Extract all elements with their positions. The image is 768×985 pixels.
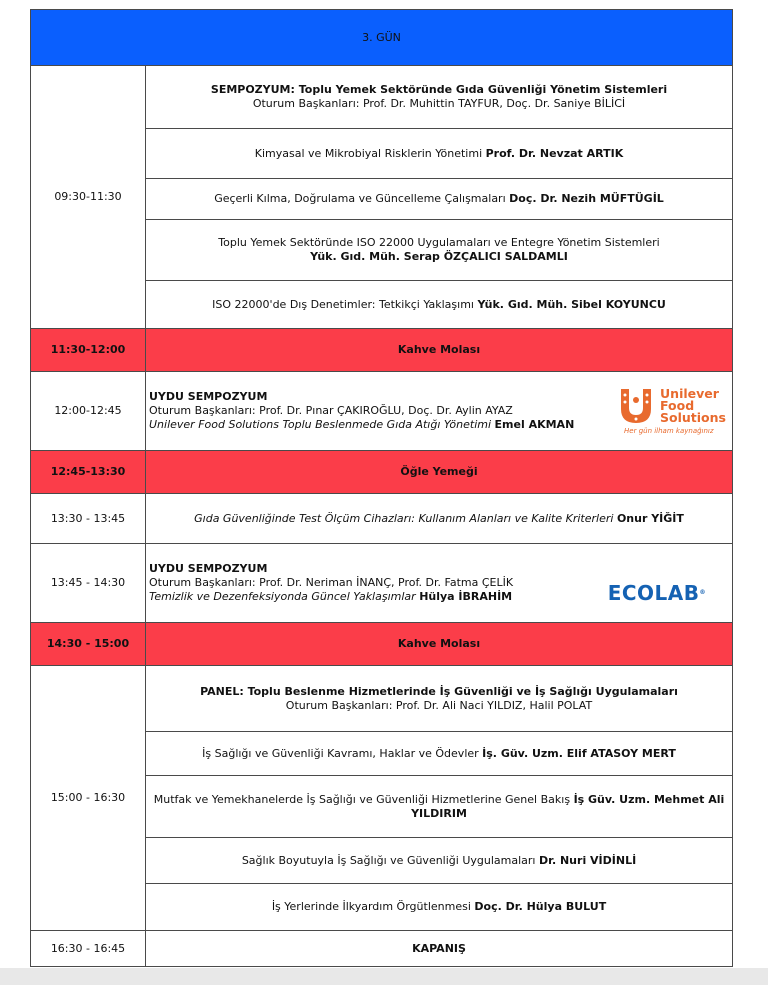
unilever-tagline: Her gün ilham kaynağınız [624, 427, 714, 435]
day-header-row [31, 10, 733, 66]
unilever-logo-text: Unilever Food Solutions [660, 386, 726, 425]
talk-title: İş Yerlerinde İlkyardım Örgütlenmesi [271, 900, 471, 913]
sat1-title: UYDU SEMPOZYUM [149, 390, 268, 403]
sat1-chairs: Oturum Başkanları: Prof. Dr. Pınar ÇAKIROĞLU, Doç. Dr. Aylin AYAZ [149, 404, 513, 417]
single-talk-time: 13:30 - 13:45 [31, 494, 146, 544]
sat2-chairs: Oturum Başkanları: Prof. Dr. Neriman İNANÇ, Prof. Dr. Fatma ÇELİK [149, 576, 514, 589]
lunch-row [31, 451, 733, 494]
talk-speaker: İş. Güv. Uzm. Elif ATASOY MERT [482, 746, 676, 760]
satellite-symposium-row [31, 544, 733, 623]
sat2-time: 13:45 - 14:30 [31, 544, 146, 623]
coffee-break-row [31, 623, 733, 666]
panel-header-row [31, 666, 733, 732]
symposium-header-row [31, 66, 733, 129]
panel-chairs: Oturum Başkanları: Prof. Dr. Ali Naci YILDIZ, Halil POLAT [285, 698, 593, 712]
talk-speaker: Yük. Gıd. Müh. Sibel KOYUNCU [477, 297, 666, 311]
sat1-speaker: Emel AKMAN [494, 418, 575, 431]
sat1-body [146, 372, 733, 451]
closing-row [31, 931, 733, 967]
sat1-talk: Unilever Food Solutions Toplu Beslenmede Gıda Atığı Yönetimi [149, 418, 492, 431]
break-label: Kahve Molası [146, 623, 733, 666]
symposium-chairs: Oturum Başkanları: Prof. Dr. Muhittin TAYFUR, Doç. Dr. Saniye BİLİCİ [252, 97, 626, 110]
lunch-label: Öğle Yemeği [146, 451, 733, 494]
single-talk-speaker: Onur YİĞİT [616, 511, 684, 525]
coffee-break-row [31, 329, 733, 372]
closing-label: KAPANIŞ [412, 941, 466, 955]
sat1-time: 12:00-12:45 [31, 372, 146, 451]
panel-header [146, 666, 733, 732]
talk-title: Kimyasal ve Mikrobiyal Risklerin Yönetimi [254, 146, 483, 160]
symposium-title: SEMPOZYUM: Toplu Yemek Sektöründe Gıda Güvenliği Yönetim Sistemleri [210, 83, 668, 96]
sat2-speaker: Hülya İBRAHİM [419, 590, 513, 603]
day-title: 3. GÜN [31, 10, 733, 66]
closing-time: 16:30 - 16:45 [31, 931, 146, 967]
talk-speaker: Doç. Dr. Hülya BULUT [474, 900, 607, 913]
talk-title: Mutfak ve Yemekhanelerde İş Sağlığı ve Güvenliği Hizmetlerine Genel Bakış [153, 792, 571, 806]
talk-speaker: Prof. Dr. Nevzat ARTIK [485, 146, 624, 160]
talk-title: İş Sağlığı ve Güvenliği Kavramı, Haklar ve Ödevler [202, 746, 479, 760]
single-talk-title: Gıda Güvenliğinde Test Ölçüm Cihazları: Kullanım Alanları ve Kalite Kriterleri [194, 511, 614, 525]
talk-title: Sağlık Boyutuyla İş Sağlığı ve Güvenliği Uygulamaları [241, 853, 536, 867]
block2-time: 15:00 - 16:30 [31, 666, 146, 931]
talk-speaker: Dr. Nuri VİDİNLİ [538, 853, 637, 867]
break-time: 11:30-12:00 [31, 329, 146, 372]
talk-title: Geçerli Kılma, Doğrulama ve Güncelleme Çalışmaları [214, 192, 506, 205]
symposium-header [146, 66, 733, 129]
block1-time: 09:30-11:30 [31, 66, 146, 329]
single-talk-row [31, 494, 733, 544]
unilever-food-solutions-logo [616, 386, 728, 434]
talk-speaker: İş Güv. Uzm. Mehmet Ali YILDIRIM [411, 792, 725, 820]
schedule-table [30, 9, 733, 967]
talk-title: ISO 22000'de Dış Denetimler: Tetkikçi Yaklaşımı [212, 297, 474, 311]
talk-title: Toplu Yemek Sektöründe ISO 22000 Uygulamaları ve Entegre Yönetim Sistemleri [218, 236, 660, 249]
ecolab-logo: ECOLAB® [607, 581, 707, 605]
break-time: 14:30 - 15:00 [31, 623, 146, 666]
sat2-talk: Temizlik ve Dezenfeksiyonda Güncel Yaklaşımlar [149, 590, 416, 603]
sat2-title: UYDU SEMPOZYUM [149, 562, 268, 575]
satellite-symposium-row [31, 372, 733, 451]
sat2-body [146, 544, 733, 623]
talk-speaker: Yük. Gıd. Müh. Serap ÖZÇALICI SALDAMLI [310, 250, 568, 263]
panel-title: PANEL: Toplu Beslenme Hizmetlerinde İş Güvenliği ve İş Sağlığı Uygulamaları [200, 684, 678, 698]
page-bottom-bar [0, 968, 768, 985]
unilever-u-icon [616, 386, 656, 426]
talk-speaker: Doç. Dr. Nezih MÜFTÜGİL [509, 192, 664, 205]
break-label: Kahve Molası [146, 329, 733, 372]
lunch-time: 12:45-13:30 [31, 451, 146, 494]
